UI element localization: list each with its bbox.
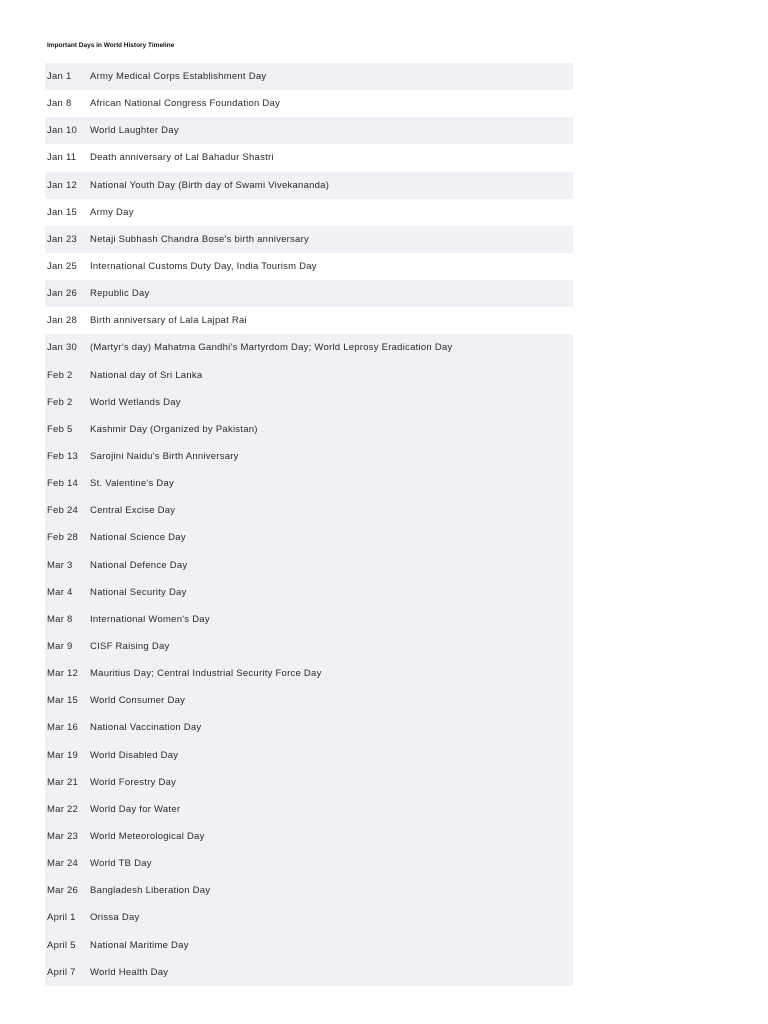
row-event: Mauritius Day; Central Industrial Security Force Day: [90, 668, 322, 680]
row-event: National Vaccination Day: [90, 722, 202, 734]
row-date: Mar 9: [47, 640, 73, 652]
row-date: Mar 16: [47, 722, 79, 734]
row-event: Birth anniversary of Lala Lajpat Rai: [90, 315, 247, 327]
row-date: Feb 2: [47, 396, 73, 408]
row-date: Feb 2: [47, 369, 73, 381]
row-event: World TB Day: [90, 858, 152, 870]
table-row: [45, 90, 573, 117]
row-date: Mar 15: [47, 695, 79, 707]
row-event: World Day for Water: [90, 803, 181, 815]
row-date: Mar 19: [47, 749, 79, 761]
table-row: [45, 524, 573, 551]
row-event: National Maritime Day: [90, 939, 189, 951]
row-event: Bangladesh Liberation Day: [90, 885, 211, 897]
row-date: Jan 23: [47, 233, 78, 245]
row-date: Jan 26: [47, 288, 78, 300]
table-row: [45, 226, 573, 253]
table-row: [45, 497, 573, 524]
row-date: Jan 25: [47, 260, 78, 272]
table-row: [45, 606, 573, 633]
row-date: Jan 1: [47, 71, 72, 82]
row-event: National day of Sri Lanka: [90, 369, 203, 381]
table-row: [45, 633, 573, 660]
table-row: [45, 334, 573, 361]
row-date: Jan 8: [47, 98, 72, 110]
table-row: [45, 932, 573, 959]
row-event: National Youth Day (Birth day of Swami Vivekananda): [90, 179, 330, 191]
row-event: Army Day: [90, 206, 134, 218]
row-date: Jan 30: [47, 342, 78, 354]
table-row: [45, 769, 573, 796]
row-date: Feb 5: [47, 423, 73, 435]
row-event: (Martyr's day) Mahatma Gandhi's Martyrdom Day; World Leprosy Eradication Day: [90, 342, 453, 354]
table-row: [45, 117, 573, 144]
row-event: CISF Raising Day: [90, 640, 170, 652]
table-row: [45, 63, 573, 90]
row-date: Mar 12: [47, 668, 79, 680]
row-date: April 7: [47, 966, 76, 978]
row-event: National Security Day: [90, 586, 187, 598]
row-date: Feb 14: [47, 478, 79, 490]
table-row: [45, 416, 573, 443]
table-row: [45, 742, 573, 769]
table-row: [45, 904, 573, 931]
row-event: National Science Day: [90, 532, 186, 544]
row-event: World Forestry Day: [90, 776, 177, 788]
row-event: Republic Day: [90, 288, 150, 300]
table-row: [45, 389, 573, 416]
table-row: [45, 796, 573, 823]
document-title: Important Days in World History Timeline: [47, 42, 175, 49]
row-event: World Consumer Day: [90, 695, 186, 707]
table-row: [45, 579, 573, 606]
row-event: International Customs Duty Day, India Tourism Day: [90, 260, 317, 272]
row-date: Mar 4: [47, 586, 73, 598]
row-date: April 1: [47, 912, 76, 924]
table-row: [45, 362, 573, 389]
table-row: [45, 470, 573, 497]
row-event: Netaji Subhash Chandra Bose's birth anniversary: [90, 233, 309, 245]
row-date: Feb 13: [47, 450, 79, 462]
row-event: Central Excise Day: [90, 505, 176, 517]
row-date: Mar 8: [47, 613, 73, 625]
row-date: Jan 10: [47, 125, 78, 137]
row-event: World Wetlands Day: [90, 396, 181, 408]
table-row: [45, 172, 573, 199]
row-date: Mar 24: [47, 858, 79, 870]
row-date: Feb 24: [47, 505, 79, 517]
table-row: [45, 307, 573, 334]
row-date: Mar 21: [47, 776, 79, 788]
row-event: Orissa Day: [90, 912, 140, 924]
row-event: Kashmir Day (Organized by Pakistan): [90, 423, 258, 435]
row-date: Jan 28: [47, 315, 78, 327]
table-row: [45, 714, 573, 741]
table-row: [45, 687, 573, 714]
table-row: [45, 959, 573, 986]
row-date: Jan 11: [47, 152, 77, 164]
row-event: World Disabled Day: [90, 749, 179, 761]
row-event: World Health Day: [90, 966, 169, 978]
table-row: [45, 877, 573, 904]
table-row: [45, 253, 573, 280]
row-date: Jan 15: [47, 206, 78, 218]
row-date: April 5: [47, 939, 76, 951]
row-date: Feb 28: [47, 532, 79, 544]
row-event: International Women's Day: [90, 613, 210, 625]
row-event: Army Medical Corps Establishment Day: [90, 71, 267, 82]
row-event: St. Valentine's Day: [90, 478, 175, 490]
table-row: [45, 823, 573, 850]
row-event: National Defence Day: [90, 559, 188, 571]
row-event: World Meteorological Day: [90, 830, 205, 842]
row-event: Sarojini Naidu's Birth Anniversary: [90, 450, 239, 462]
table-row: [45, 443, 573, 470]
timeline-table: [45, 63, 573, 986]
table-row: [45, 552, 573, 579]
row-date: Mar 22: [47, 803, 79, 815]
row-event: World Laughter Day: [90, 125, 179, 137]
table-row: [45, 199, 573, 226]
table-row: [45, 144, 573, 171]
row-date: Jan 12: [47, 179, 78, 191]
table-row: [45, 850, 573, 877]
table-row: [45, 280, 573, 307]
row-date: Mar 23: [47, 830, 79, 842]
row-event: Death anniversary of Lal Bahadur Shastri: [90, 152, 274, 164]
table-row: [45, 660, 573, 687]
row-date: Mar 26: [47, 885, 79, 897]
row-event: African National Congress Foundation Day: [90, 98, 281, 110]
row-date: Mar 3: [47, 559, 73, 571]
